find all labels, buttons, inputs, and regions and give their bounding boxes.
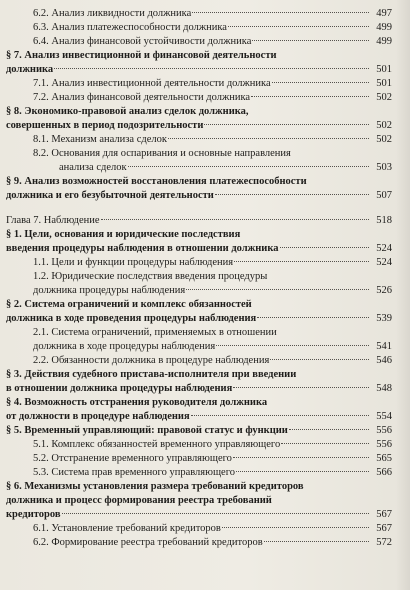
toc-entry-title: 6.1. Установление требований кредиторов — [33, 523, 221, 534]
toc-entry-title: введения процедуры наблюдения в отношении должника — [6, 243, 279, 254]
dot-leader — [168, 138, 369, 139]
toc-entry-line: должника и процесс формирования реестра требований — [6, 495, 272, 506]
toc-subsection-entry — [6, 536, 392, 550]
toc-subsection-entry — [6, 438, 392, 452]
toc-entry-title: в отношении должника процедуры наблюдения — [6, 383, 233, 394]
toc-page-number: 501 — [376, 64, 392, 75]
dot-leader — [252, 40, 369, 41]
toc-section-entry — [6, 49, 392, 77]
toc-page-number: 556 — [376, 425, 392, 436]
toc-subsection-entry — [6, 77, 392, 91]
toc-entry-line: 1.2. Юридические последствия введения процедуры — [33, 271, 268, 282]
toc-entry-line: § 8. Экономико-правовой анализ сделок должника, — [6, 106, 249, 117]
toc-entry-title: 6.4. Анализ финансовой устойчивости должника — [33, 36, 252, 47]
dot-leader — [192, 12, 369, 13]
toc-entry-title: 5.3. Система прав временного управляющего — [33, 467, 236, 478]
dot-leader — [280, 247, 370, 248]
toc-page-number: 497 — [376, 8, 392, 19]
toc-subsection-entry — [6, 354, 392, 368]
toc-page-number: 499 — [376, 22, 392, 33]
toc-entry-title: должника в ходе проведения процедуры наблюдения — [6, 313, 257, 324]
toc-subsection-entry — [6, 452, 392, 466]
toc-section-entry — [6, 105, 392, 133]
toc-page-number: 548 — [376, 383, 392, 394]
toc-entry-line: § 6. Механизмы установления размера требований кредиторов — [6, 481, 304, 492]
toc-entry-title: 6.2. Анализ ликвидности должника — [33, 8, 192, 19]
toc-subsection-entry — [6, 91, 392, 105]
table-of-contents — [6, 7, 392, 550]
toc-section-entry — [6, 480, 392, 522]
toc-page-number: 502 — [376, 134, 392, 145]
toc-page-number: 541 — [376, 341, 392, 352]
toc-page-number: 572 — [376, 537, 392, 548]
toc-page-number: 524 — [376, 257, 392, 268]
toc-entry-title: 8.1. Механизм анализа сделок — [33, 134, 167, 145]
toc-entry-title: должника и его безубыточной деятельности — [6, 190, 214, 201]
dot-leader — [233, 457, 369, 458]
toc-section-entry — [6, 228, 392, 256]
toc-entry-title: 6.3. Анализ платежеспособности должника — [33, 22, 227, 33]
dot-leader — [264, 541, 369, 542]
toc-page-number: 501 — [376, 78, 392, 89]
page-edge-shadow — [396, 0, 410, 590]
dot-leader — [54, 68, 369, 69]
toc-entry-line: § 1. Цели, основания и юридические последствия — [6, 229, 241, 240]
toc-entry-title: 7.2. Анализ финансовой деятельности должника — [33, 92, 251, 103]
dot-leader — [216, 345, 369, 346]
toc-subsection-entry — [6, 466, 392, 480]
toc-page-number: 566 — [376, 467, 392, 478]
dot-leader — [272, 82, 369, 83]
toc-entry-title: кредиторов — [6, 509, 61, 520]
dot-leader — [191, 415, 369, 416]
toc-entry-title: 2.2. Обязанности должника в процедуре наблюдения — [33, 355, 270, 366]
toc-entry-title: должника процедуры наблюдения — [33, 285, 186, 296]
dot-leader — [257, 317, 369, 318]
dot-leader — [236, 471, 369, 472]
toc-entry-title: 1.1. Цели и функции процедуры наблюдения — [33, 257, 234, 268]
toc-page-number: 524 — [376, 243, 392, 254]
toc-entry-title: 5.1. Комплекс обязанностей временного управляющего — [33, 439, 281, 450]
toc-entry-title: Глава 7. Наблюдение — [6, 215, 100, 226]
toc-page-number: 567 — [376, 523, 392, 534]
dot-leader — [62, 513, 369, 514]
toc-subsection-entry — [6, 7, 392, 21]
toc-subsection-entry — [6, 256, 392, 270]
dot-leader — [281, 443, 369, 444]
toc-entry-title: должника — [6, 64, 54, 75]
toc-subsection-entry — [6, 270, 392, 298]
dot-leader — [289, 429, 369, 430]
dot-leader — [204, 124, 369, 125]
toc-entry-title: § 5. Временный управляющий: правовой статус и функции — [6, 425, 288, 436]
toc-entry-line: § 7. Анализ инвестиционной и финансовой деятельности — [6, 50, 277, 61]
toc-entry-title: 6.2. Формирование реестра требований кредиторов — [33, 537, 263, 548]
dot-leader — [222, 527, 369, 528]
toc-entry-line: § 4. Возможность отстранения руководителя должника — [6, 397, 268, 408]
toc-page-number: 539 — [376, 313, 392, 324]
toc-subsection-entry — [6, 522, 392, 536]
toc-page-number: 526 — [376, 285, 392, 296]
toc-page-number: 546 — [376, 355, 392, 366]
toc-entry-line: § 3. Действия судебного пристава-исполнителя при введении — [6, 369, 297, 380]
toc-entry-line: § 2. Система ограничений и комплекс обязанностей — [6, 299, 252, 310]
toc-page-number: 565 — [376, 453, 392, 464]
toc-entry-title: анализа сделок — [59, 162, 127, 173]
dot-leader — [251, 96, 369, 97]
toc-section-entry — [6, 175, 392, 203]
dot-leader — [233, 387, 369, 388]
toc-entry-title: от должности в процедуре наблюдения — [6, 411, 190, 422]
dot-leader — [228, 26, 369, 27]
toc-page-number: 507 — [376, 190, 392, 201]
toc-entry-title: должника в ходе процедуры наблюдения — [33, 341, 216, 352]
toc-page-number: 502 — [376, 92, 392, 103]
toc-subsection-entry — [6, 326, 392, 354]
dot-leader — [101, 219, 369, 220]
dot-leader — [128, 166, 369, 167]
toc-page-number: 556 — [376, 439, 392, 450]
toc-section-entry — [6, 298, 392, 326]
toc-entry-line: 8.2. Основания для оспаривания и основные направления — [33, 148, 291, 159]
dot-leader — [234, 261, 369, 262]
toc-subsection-entry — [6, 147, 392, 175]
toc-chapter-entry — [6, 214, 392, 228]
toc-entry-title: 5.2. Отстранение временного управляющего — [33, 453, 232, 464]
toc-page-number: 502 — [376, 120, 392, 131]
toc-page-number: 499 — [376, 36, 392, 47]
toc-page-number: 518 — [376, 215, 392, 226]
toc-section-entry — [6, 396, 392, 424]
toc-page-number: 567 — [376, 509, 392, 520]
toc-section-entry — [6, 368, 392, 396]
toc-page-number: 554 — [376, 411, 392, 422]
toc-subsection-entry — [6, 35, 392, 49]
toc-page-number: 503 — [376, 162, 392, 173]
toc-entry-title: совершенных в период подозрительности — [6, 120, 204, 131]
dot-leader — [186, 289, 369, 290]
toc-entry-title: 7.1. Анализ инвестиционной деятельности должника — [33, 78, 271, 89]
dot-leader — [215, 194, 369, 195]
toc-subsection-entry — [6, 133, 392, 147]
toc-section-entry — [6, 424, 392, 438]
toc-subsection-entry — [6, 21, 392, 35]
toc-entry-line: § 9. Анализ возможностей восстановления платежеспособности — [6, 176, 307, 187]
dot-leader — [270, 359, 369, 360]
toc-entry-line: 2.1. Система ограничений, применяемых в отношении — [33, 327, 277, 338]
